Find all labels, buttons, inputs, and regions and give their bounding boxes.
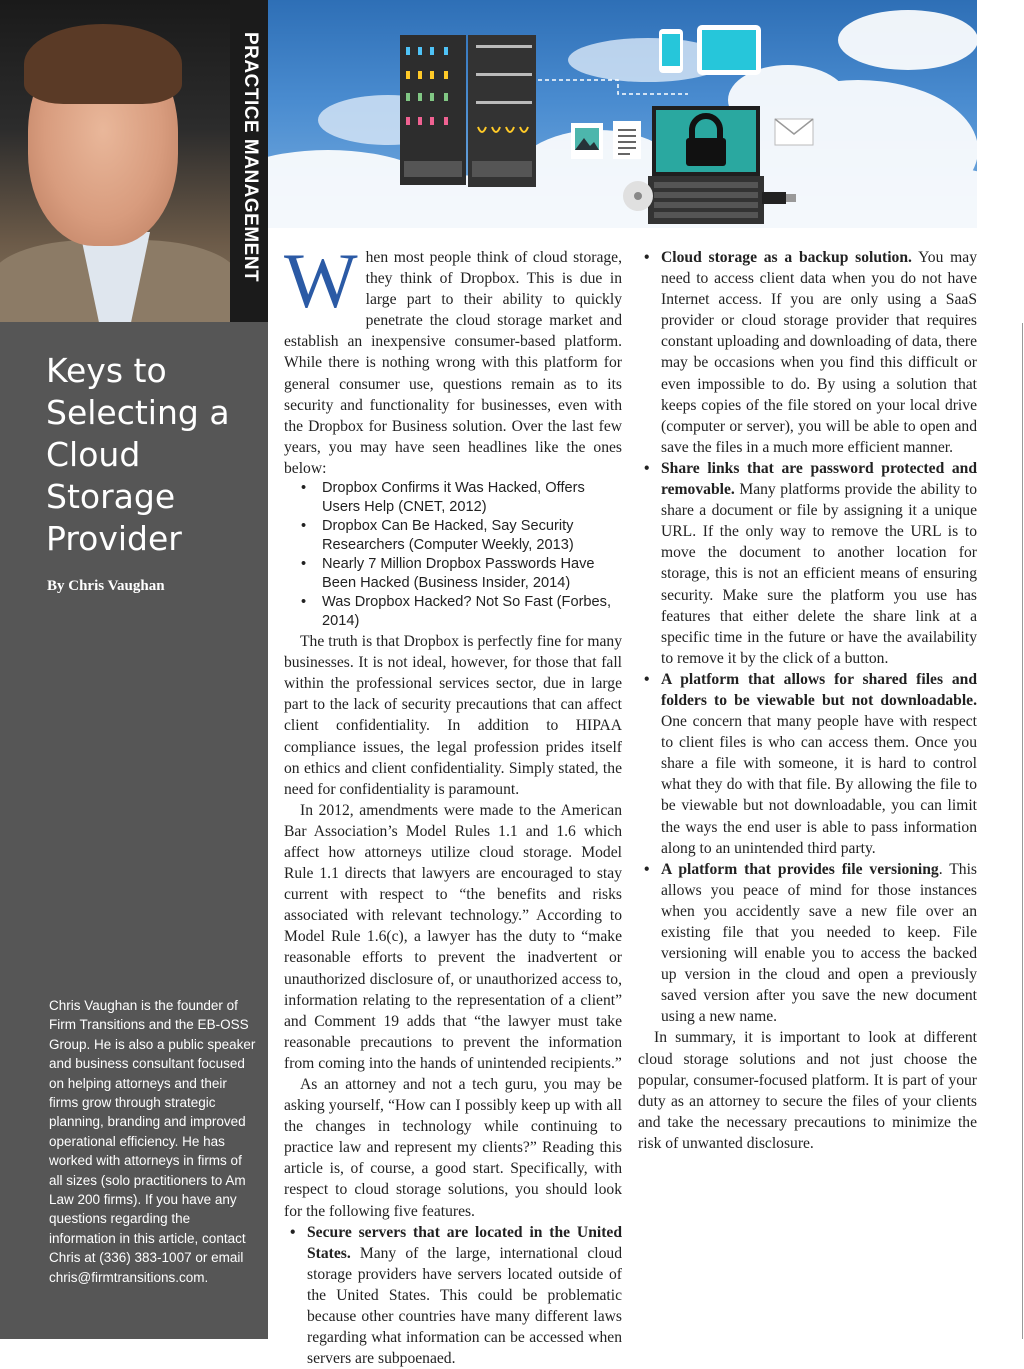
feature-list bbox=[638, 247, 977, 1027]
drop-cap: W bbox=[284, 237, 358, 324]
feature-item bbox=[661, 247, 977, 458]
feature-item bbox=[307, 1222, 622, 1369]
hero-illustration bbox=[268, 0, 977, 228]
envelope-icon bbox=[774, 118, 814, 146]
article-title: Keys to Selecting a Cloud Storage Provider bbox=[46, 351, 230, 558]
tablet-icon bbox=[696, 24, 762, 76]
section-tab bbox=[230, 0, 268, 322]
byline: By Chris Vaughan bbox=[47, 578, 165, 594]
summary-paragraph: In summary, it is important to look at different cloud storage solutions and not just choose the popular, consumer-focused platform. It is part of your duty as an attorney to secure the files of your clients and take the necessary precautions to minimize the risk of unwanted disclosure. bbox=[638, 1029, 977, 1152]
feature-text: You may need to access client data when you do not have Internet access. If you are only using a SaaS provider or cloud storage provider that requires constant uploading and downloading of data, there may be occasions when you find this difficult or even impossible to do. By using a solution that keeps copies of the file stored on your local drive (computer or server), you will be able to open and save the files in a much more efficient manner. bbox=[661, 249, 978, 456]
usb-drive-icon bbox=[762, 190, 798, 206]
headline-item: • Was Dropbox Hacked? Not So Fast (Forbes, 2014) bbox=[322, 593, 622, 631]
headline-item: • Dropbox Can Be Hacked, Say Security Researchers (Computer Weekly, 2013) bbox=[322, 517, 622, 555]
feature-title: Secure servers that are located in the United States. bbox=[307, 1223, 622, 1262]
paragraph: As an attorney and not a tech guru, you may be asking yourself, “How can I possibly keep up with all the changes in technology while continuing to practice law and represent my clients?” Reading this article is, of course, a good start. Specifically, with respect to cloud storage solutions, you should look for the following five features. bbox=[284, 1076, 622, 1220]
headline-item: • Nearly 7 Million Dropbox Passwords Have Been Hacked (Business Insider, 2014) bbox=[322, 555, 622, 593]
intro-paragraph: When most people think of cloud storage, they think of Dropbox. This is due in large part to their ability to quickly penetrate the cloud storage market and establish an inexpensive consumer-based platform. While there is nothing wrong with this platform for general consumer use, questions remain as to its security and functionality for businesses, even with the Dropbox for Business solution. Over the last few years, you may have seen headlines like the ones below: bbox=[284, 237, 622, 477]
paragraph: In 2012, amendments were made to the American Bar Association’s Model Rules 1.1 and 1.6 which affect how attorneys utilize cloud storage. Model Rule 1.1 directs that lawyers are encouraged to stay current with respect to “the benefits and risks associated with relevant technology.” According to Model Rule 1.6(c), a lawyer has the duty to “make reasonable efforts to prevent the inadvertent or unauthorized disclosure of, or unauthorized access to, information relating to the representation of a client” and Comment 19 adds that “the lawyer must take reasonable precautions to prevent the information from coming into the hands of unintended recipients.” bbox=[284, 801, 622, 1072]
body-column-1 bbox=[284, 237, 622, 1369]
feature-title: A platform that allows for shared files and folders to be viewable but not downloadable. bbox=[661, 670, 977, 709]
headline-item: • Dropbox Confirms it Was Hacked, Offers Users Help (CNET, 2012) bbox=[322, 479, 622, 517]
document-icon bbox=[612, 120, 642, 160]
feature-list bbox=[284, 1222, 622, 1369]
feature-title: A platform that provides file versioning bbox=[661, 860, 939, 878]
feature-item bbox=[661, 458, 977, 669]
feature-text: Many of the large, international cloud storage providers have servers located outside of the United States. This could be problematic because other countries have many different laws regarding what information can be accessed when servers are subpoenaed. bbox=[307, 1244, 622, 1368]
disc-icon bbox=[622, 180, 654, 212]
feature-item bbox=[661, 859, 977, 1028]
feature-title: Cloud storage as a backup solution. bbox=[661, 249, 912, 266]
feature-text: One concern that many people have with respect to client files is who can access them. Once you share a file with someone, it is hard to control what they do with that file. By allowing the file to be viewable but not downloadable, you can limit the ways the end user is able to pass information along to an unintended third party. bbox=[661, 713, 977, 857]
author-photo bbox=[0, 0, 230, 322]
body-column-2 bbox=[638, 247, 977, 1154]
headline-list bbox=[284, 479, 622, 631]
feature-item bbox=[661, 669, 977, 859]
feature-text: . This allows you peace of mind for those instances when you accidently save a new file over an existing file that you needed to keep. File versioning will enable you to access the backed up version in the cloud and open a previously saved version after you save the new document using a new name. bbox=[661, 860, 977, 1026]
feature-text: Many platforms provide the ability to share a document or file by assigning it a unique URL. If the only way to remove the URL is to move the document to another location for storage, this is not an efficient means of ensuring security. Make sure the platform you use has features that either delete the share link at a specific time in the future or have the availability to remove it by the click of a button. bbox=[661, 481, 977, 667]
server-rack-icon bbox=[400, 35, 536, 187]
feature-title: Share links that are password protected and removable. bbox=[661, 459, 977, 499]
paragraph: The truth is that Dropbox is perfectly fine for many businesses. It is not ideal, however, for those that fall within the professional services sector, due in large part to the lack of security precautions that can affect client confidentiality. In addition to HIPAA compliance issues, the legal profession prides itself on ethics and client confidentiality. Simply stated, the need for confidentiality is paramount. bbox=[284, 633, 622, 798]
section-label: PRACTICE MANAGEMENT bbox=[240, 32, 261, 283]
page-edge-rule bbox=[1022, 323, 1023, 1339]
sidebar bbox=[0, 0, 268, 1339]
phone-icon bbox=[658, 28, 684, 74]
padlock-icon bbox=[648, 106, 764, 226]
image-file-icon bbox=[570, 122, 604, 160]
author-bio: Chris Vaughan is the founder of Firm Transitions and the EB-OSS Group. He is also a public speaker and business consultant focused on helping attorneys and their firms grow through strategic planning, branding and improved operational efficiency. He has worked with attorneys in firms of all sizes (solo practitioners to Am Law 200 firms). If you have any questions regarding the information in this article, contact Chris at (336) 383-1007 or email chris@firmtransitions.com. bbox=[49, 998, 256, 1285]
